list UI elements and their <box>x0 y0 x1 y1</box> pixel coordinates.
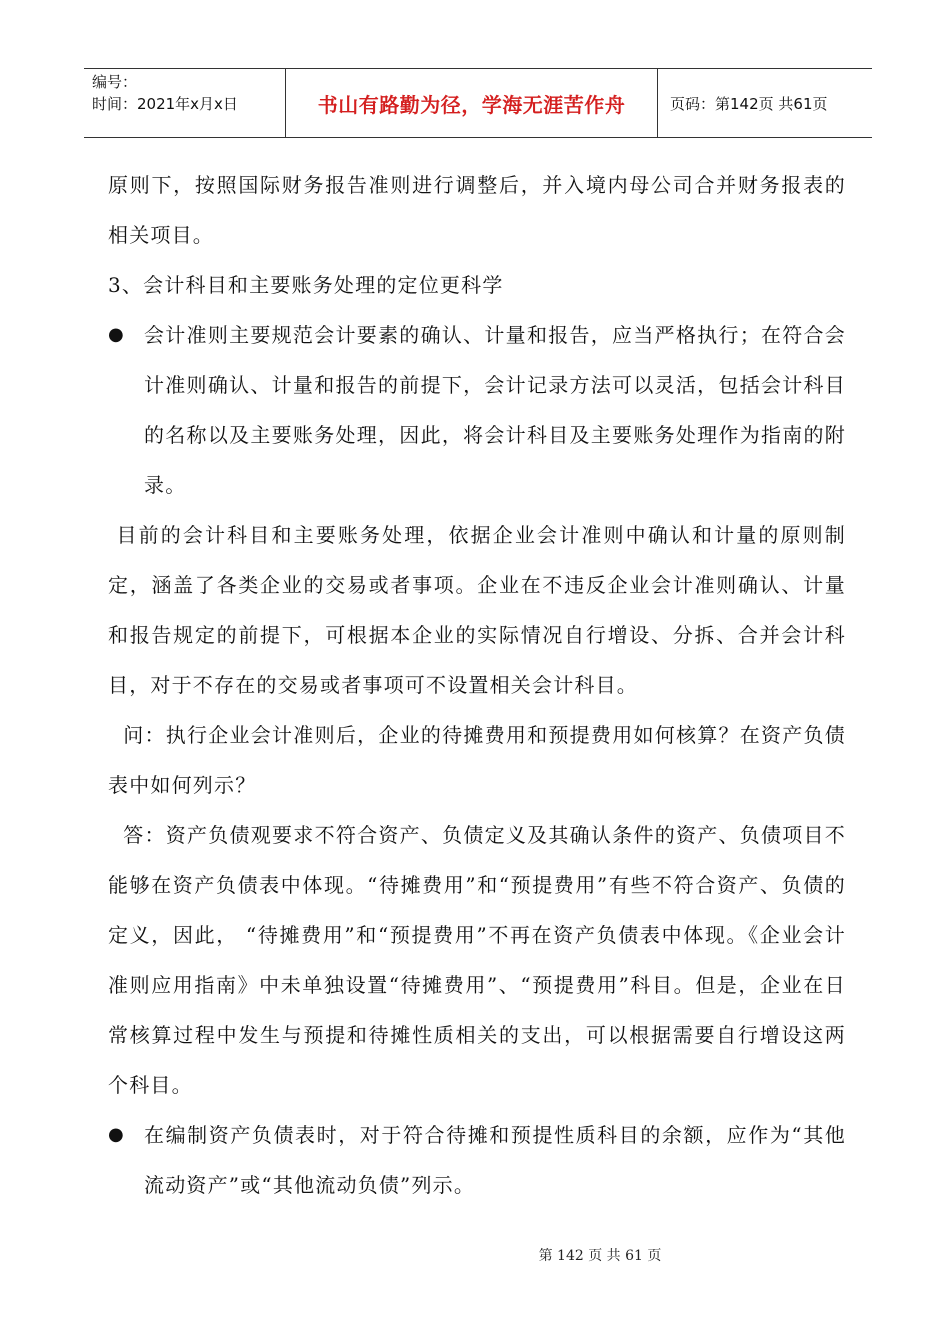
paragraph-continuation: 原则下，按照国际财务报告准则进行调整后，并入境内母公司合并财务报表的相关项目。 <box>108 173 846 247</box>
page-header <box>84 68 872 138</box>
bullet-dot-icon: ● <box>108 324 124 345</box>
paragraph-accounting-subjects: 目前的会计科目和主要账务处理，依据企业会计准则中确认和计量的原则制定，涵盖了各类企业的交易或者事项。企业在不违反企业会计准则确认、计量和报告规定的前提下，可根据本企业的实际情况自行增设、分拆、合并会计科目，对于不存在的交易或者事项可不设置相关会计科目。 <box>108 523 846 697</box>
header-meta-cell <box>84 69 286 137</box>
paragraph-answer: 答：资产负债观要求不符合资产、负债定义及其确认条件的资产、负债项目不能够在资产负债表中体现。“待摊费用”和“预提费用”有些不符合资产、负债的定义，因此， “待摊费用”和“预提费用”不再在资产负债表中体现。《企业会计准则应用指南》中未单独设置“待摊费用”、“预提费用”科目。但是，企业在日常核算过程中发生与预提和待摊性质相关的支出，可以根据需要自行增设这两个科目。 <box>108 823 846 1097</box>
document-body <box>108 160 846 1210</box>
header-page-code: 页码：第142页 共61页 <box>670 94 828 113</box>
header-page-cell <box>658 69 872 137</box>
paragraph-question: 问：执行企业会计准则后，企业的待摊费用和预提费用如何核算？在资产负债表中如何列示？ <box>108 723 846 797</box>
document-number-label: 编号： <box>92 73 138 91</box>
page-footer: 第 142 页 共 61 页 <box>538 1248 662 1264</box>
section-heading: 3、会计科目和主要账务处理的定位更科学 <box>108 273 504 297</box>
header-motto: 书山有路勤为径，学海无涯苦作舟 <box>317 92 626 117</box>
bullet-item-2 <box>108 1110 846 1210</box>
document-date-label: 时间：2021年x月x日 <box>92 95 238 113</box>
bullet-text-1: 会计准则主要规范会计要素的确认、计量和报告，应当严格执行；在符合会计准则确认、计量和报告的前提下，会计记录方法可以灵活，包括会计科目的名称以及主要账务处理，因此，将会计科目及主要账务处理作为指南的附录。 <box>144 323 846 497</box>
header-motto-cell <box>286 69 658 137</box>
bullet-item-1 <box>108 310 846 510</box>
bullet-dot-icon: ● <box>108 1124 124 1145</box>
bullet-text-2: 在编制资产负债表时，对于符合待摊和预提性质科目的余额，应作为“其他流动资产”或“其他流动负债”列示。 <box>144 1123 846 1197</box>
